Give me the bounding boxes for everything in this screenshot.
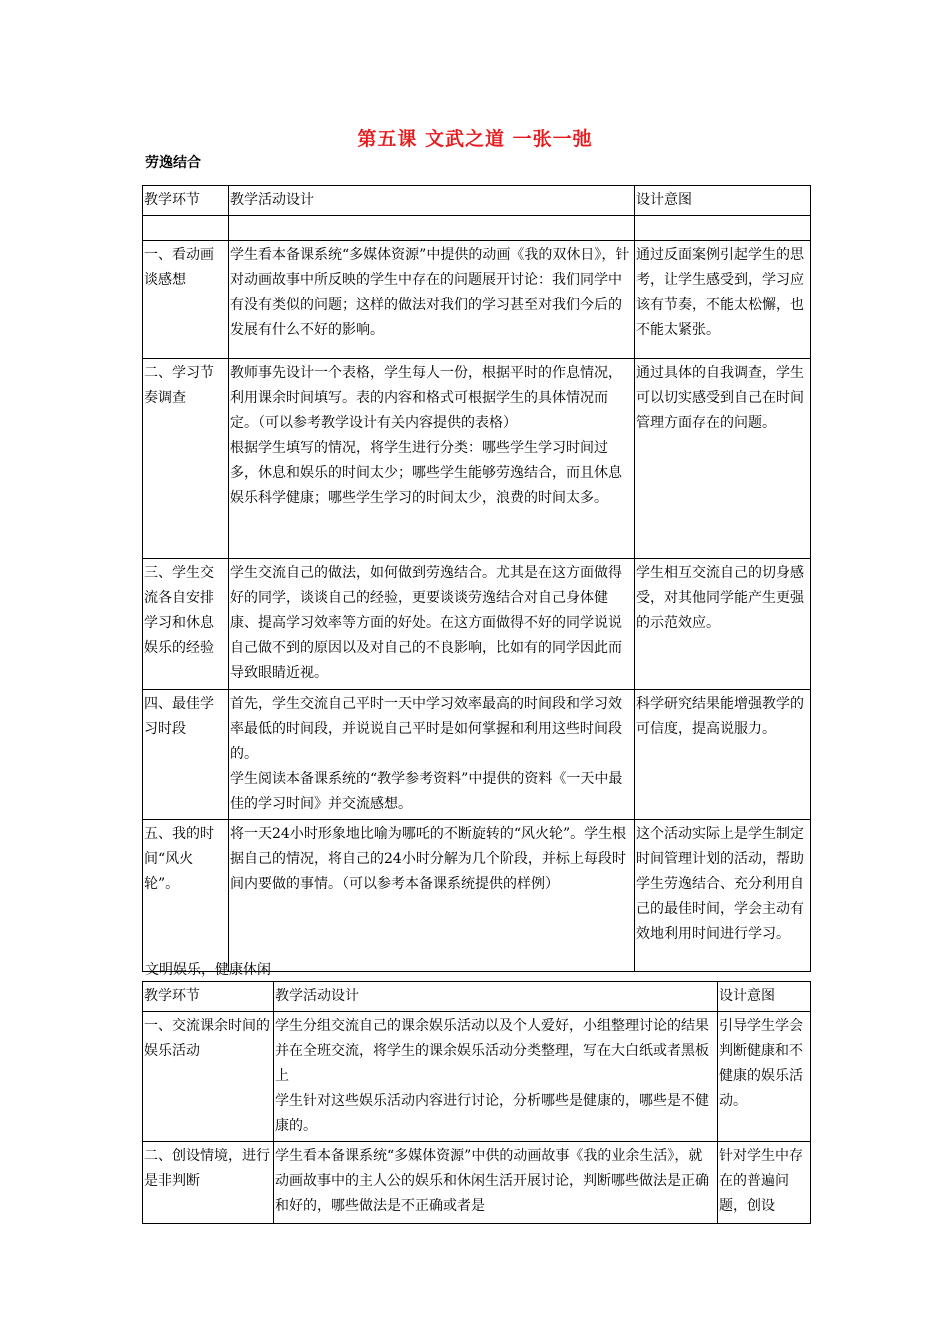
column-header: 教学活动设计 (229, 186, 635, 216)
activity-cell (229, 241, 635, 359)
stage-cell: 一、交流课余时间的娱乐活动 (143, 1012, 274, 1142)
table-header-row (143, 186, 811, 216)
lesson-table-2 (142, 981, 811, 1224)
activity-paragraph: 首先，学生交流自己平时一天中学习效率最高的时间段和学习效率最低的时间段，并说说自己平时是如何掌握和利用这些时间段的。 (230, 696, 622, 762)
table-header-row (143, 982, 811, 1012)
lesson-table-1 (142, 185, 811, 972)
table-row (143, 690, 811, 820)
intent-cell: 通过具体的自我调查，学生可以切实感受到自己在时间管理方面存在的问题。 (635, 359, 811, 559)
intent-cell: 学生相互交流自己的切身感受，对其他同学能产生更强的示范效应。 (635, 559, 811, 690)
activity-paragraph: 学生针对这些娱乐活动内容进行讨论，分析哪些是健康的，哪些是不健康的。 (275, 1093, 709, 1134)
stage-cell: 二、学习节奏调查 (143, 359, 229, 559)
activity-cell (229, 690, 635, 820)
activity-paragraph: 学生交流自己的做法，如何做到劳逸结合。尤其是在这方面做得好的同学，谈谈自己的经验，更要谈谈劳逸结合对自己身体健康、提高学习效率等方面的好处。在这方面做得不好的同学说说自己做不到的原因以及对自己的不良影响，比如有的同学因此而导致眼睛近视。 (230, 565, 622, 681)
activity-paragraph: 学生分组交流自己的课余娱乐活动以及个人爱好，小组整理讨论的结果并在全班交流，将学生的课余娱乐活动分类整理，写在大白纸或者黑板上 (275, 1018, 709, 1084)
intent-cell: 通过反面案例引起学生的思考，让学生感受到，学习应该有节奏，不能太松懈，也不能太紧张。 (635, 241, 811, 359)
page-title: 第五课 文武之道 一张一弛 (357, 128, 593, 150)
table-row (143, 559, 811, 690)
column-header: 教学活动设计 (274, 982, 718, 1012)
column-header: 教学环节 (143, 186, 229, 216)
table-spacer (143, 216, 229, 241)
table-row (143, 359, 811, 559)
activity-paragraph: 学生阅读本备课系统的“教学参考资料”中提供的资料《一天中最佳的学习时间》并交流感想。 (230, 771, 623, 812)
section-heading: 劳逸结合 (145, 155, 201, 171)
activity-cell (229, 359, 635, 559)
intent-cell: 引导学生学会判断健康和不健康的娱乐活动。 (718, 1012, 811, 1142)
activity-paragraph: 教师事先设计一个表格，学生每人一份，根据平时的作息情况，利用课余时间填写。表的内容和格式可根据学生的具体情况而定。（可以参考教学设计有关内容提供的表格） (230, 365, 622, 431)
activity-paragraph: 将一天24小时形象地比喻为哪吒的不断旋转的“风火轮”。学生根据自己的情况，将自己的24小时分解为几个阶段，并标上每段时间内要做的事情。（可以参考本备课系统提供的样例） (230, 826, 627, 892)
intent-cell: 针对学生中存在的普遍问题，创设 (718, 1142, 811, 1224)
column-header: 设计意图 (718, 982, 811, 1012)
column-header: 教学环节 (143, 982, 274, 1012)
activity-cell (274, 1012, 718, 1142)
intent-cell: 科学研究结果能增强教学的可信度，提高说服力。 (635, 690, 811, 820)
section-heading: 文明娱乐，健康休闲 (145, 962, 271, 978)
stage-cell: 五、我的时间“风火轮”。 (143, 820, 229, 972)
stage-cell: 二、创设情境，进行是非判断 (143, 1142, 274, 1224)
table-row (143, 1012, 811, 1142)
activity-cell (229, 559, 635, 690)
activity-paragraph: 根据学生填写的情况，将学生进行分类：哪些学生学习时间过多，休息和娱乐的时间太少；哪些学生能够劳逸结合，而且休息娱乐科学健康；哪些学生学习的时间太少，浪费的时间太多。 (230, 440, 622, 506)
table-row (143, 1142, 811, 1224)
column-header: 设计意图 (635, 186, 811, 216)
stage-cell: 三、学生交流各自安排学习和休息娱乐的经验 (143, 559, 229, 690)
table-row (143, 820, 811, 972)
stage-cell: 一、看动画谈感想 (143, 241, 229, 359)
activity-cell (229, 820, 635, 972)
activity-cell (274, 1142, 718, 1224)
stage-cell: 四、最佳学习时段 (143, 690, 229, 820)
activity-paragraph: 学生看本备课系统“多媒体资源”中提供的动画《我的双休日》，针对动画故事中所反映的学生中存在的问题展开讨论：我们同学中有没有类似的问题；这样的做法对我们的学习甚至对我们今后的发展有什么不好的影响。 (230, 247, 630, 338)
activity-paragraph: 学生看本备课系统“多媒体资源”中供的动画故事《我的业余生活》，就动画故事中的主人公的娱乐和休闲生活开展讨论，判断哪些做法是正确和好的，哪些做法是不正确或者是 (275, 1148, 709, 1214)
table-row (143, 241, 811, 359)
intent-cell: 这个活动实际上是学生制定时间管理计划的活动，帮助学生劳逸结合、充分利用自己的最佳时间，学会主动有效地利用时间进行学习。 (635, 820, 811, 972)
